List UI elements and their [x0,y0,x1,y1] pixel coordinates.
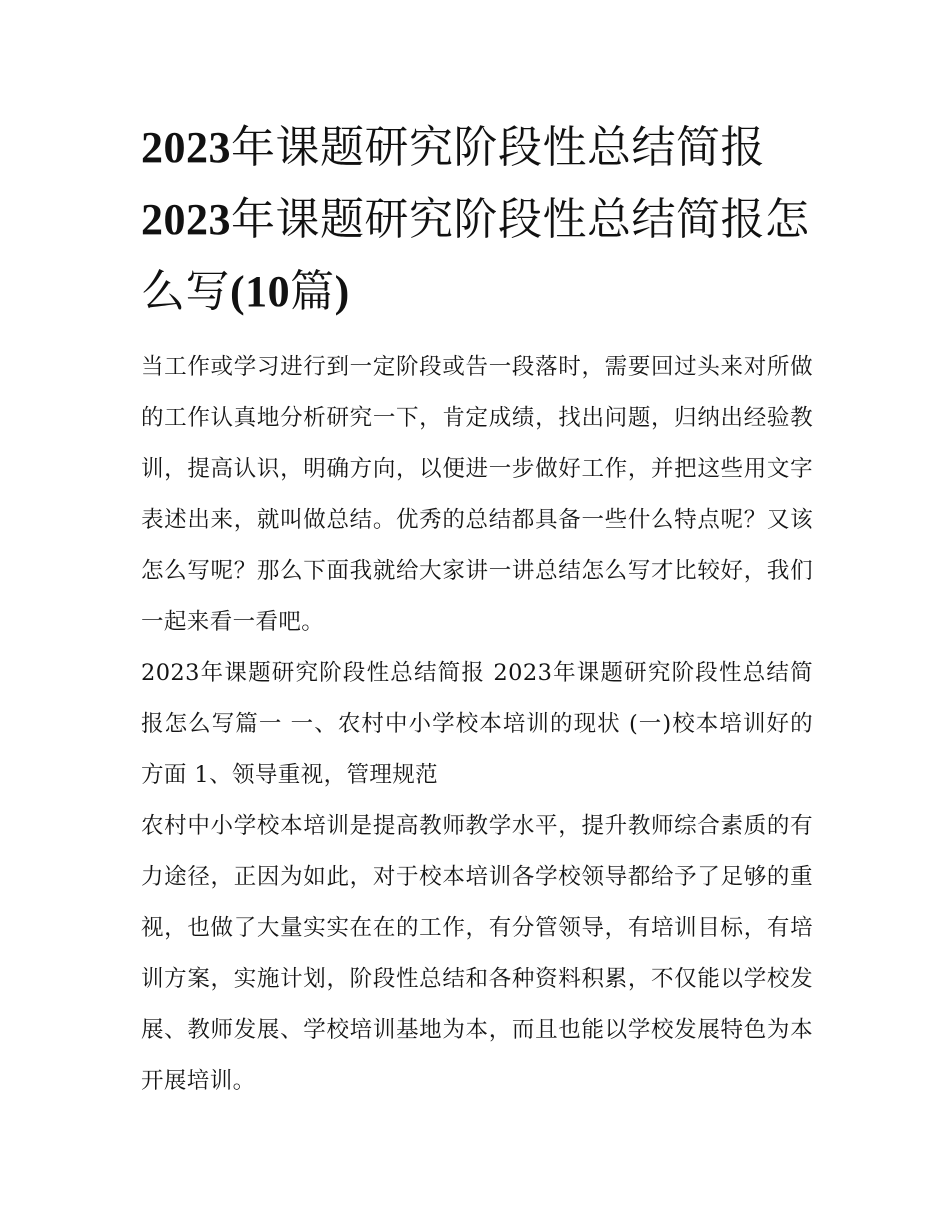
intro-paragraph: 当工作或学习进行到一定阶段或告一段落时，需要回过头来对所做的工作认真地分析研究一下，肯定成绩，找出问题，归纳出经验教训，提高认识，明确方向，以便进一步做好工作，并把这些用文字表述出来，就叫做总结。优秀的总结都具备一些什么特点呢？又该怎么写呢？那么下面我就给大家讲一讲总结怎么写才比较好，我们一起来看一看吧。 [141,354,813,635]
document-title: 2023年课题研究阶段性总结简报 2023年课题研究阶段性总结简报怎么写(10篇) [141,122,810,317]
document-body [141,112,813,1107]
body-paragraph: 农村中小学校本培训是提高教师教学水平，提升教师综合素质的有力途径，正因为如此，对于校本培训各学校领导都给予了足够的重视，也做了大量实实在在的工作，有分管领导，有培训目标，有培训方案，实施计划，阶段性总结和各种资料积累，不仅能以学校发展、教师发展、学校培训基地为本，而且也能以学校发展特色为本开展培训。 [141,813,813,1094]
section-heading-paragraph: 2023年课题研究阶段性总结简报 2023年课题研究阶段性总结简报怎么写篇一 一、农村中小学校本培训的现状 (一)校本培训好的方面 1、领导重视，管理规范 [141,660,813,788]
